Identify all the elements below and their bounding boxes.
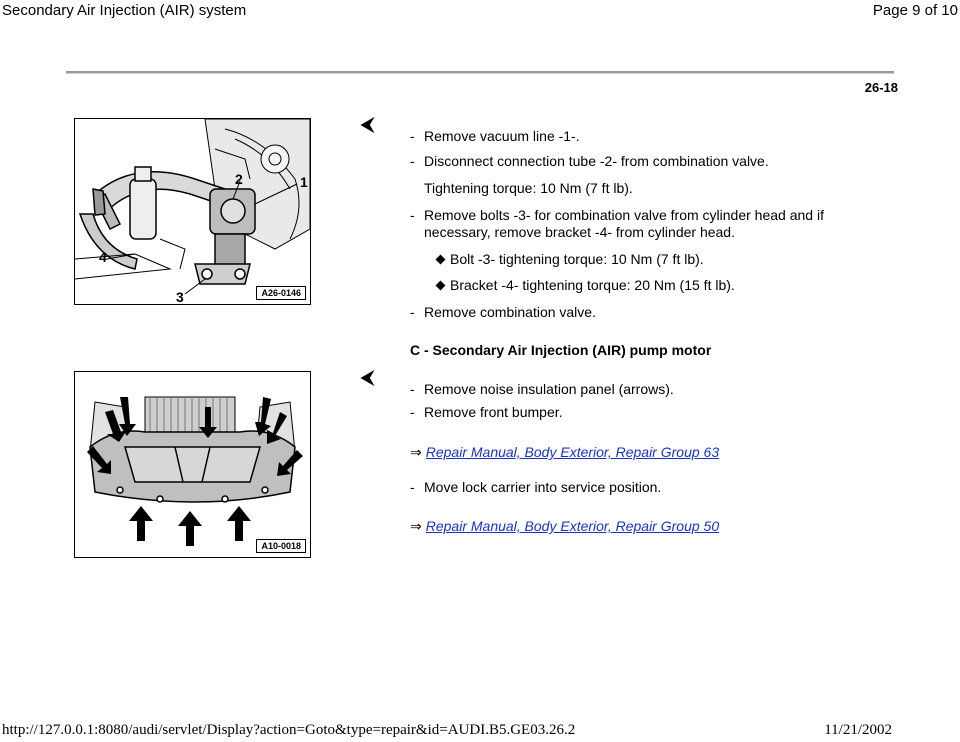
- link-repair-group-50[interactable]: Repair Manual, Body Exterior, Repair Group 50: [425, 518, 720, 534]
- step-dash: -: [410, 381, 415, 397]
- reference-arrow-icon: ⇒: [410, 518, 422, 534]
- torque-note: Tightening torque: 10 Nm (7 ft lb).: [424, 180, 633, 196]
- step-dash: -: [410, 128, 415, 144]
- reference-arrow-icon: ⇒: [410, 444, 422, 460]
- step-dash: -: [410, 404, 415, 420]
- step-dash: -: [410, 153, 415, 169]
- step-text: Remove bolts -3- for combination valve from cylinder head and if necessary, remove bracket -4- from cylinder head.: [424, 207, 824, 240]
- footer-date: 11/21/2002: [824, 722, 892, 738]
- back-arrow-icon: ⮜: [361, 367, 374, 387]
- page-indicator: Page 9 of 10: [872, 2, 958, 19]
- callout-1: 1: [300, 174, 308, 190]
- header-rule: [66, 71, 894, 74]
- combination-valve-illustration: [75, 119, 310, 304]
- sub-item-bracket-torque: [437, 277, 735, 293]
- step-dash: -: [410, 479, 415, 495]
- step-text: Move lock carrier into service position.: [424, 479, 662, 495]
- diamond-bullet-icon: [436, 255, 446, 265]
- link-row-group-50: [410, 518, 719, 536]
- section-title: C - Secondary Air Injection (AIR) pump motor: [410, 342, 712, 358]
- sub-item-text: Bracket -4- tightening torque: 20 Nm (15 ft lb).: [450, 277, 735, 293]
- callout-4: 4: [99, 249, 107, 265]
- noise-insulation-figure: [74, 371, 311, 558]
- sub-item-text: Bolt -3- tightening torque: 10 Nm (7 ft lb).: [450, 251, 704, 267]
- link-repair-group-63[interactable]: Repair Manual, Body Exterior, Repair Group 63: [425, 444, 720, 460]
- sub-item-bolt-torque: [437, 251, 704, 267]
- callout-3: 3: [176, 289, 184, 305]
- callout-2: 2: [235, 171, 243, 187]
- diamond-bullet-icon: [436, 281, 446, 291]
- noise-insulation-illustration: [75, 372, 310, 557]
- step-text: Remove vacuum line -1-.: [424, 128, 580, 144]
- step-text: Remove combination valve.: [424, 304, 596, 320]
- back-arrow-icon: ⮜: [361, 114, 374, 134]
- footer-url: http://127.0.0.1:8080/audi/servlet/Display?action=Goto&type=repair&id=AUDI.B5.GE03.26.2: [2, 722, 576, 738]
- page-number: 26-18: [864, 80, 898, 95]
- step-text: Remove front bumper.: [424, 404, 563, 420]
- document-title: Secondary Air Injection (AIR) system: [2, 2, 247, 19]
- step-dash: -: [410, 304, 415, 320]
- step-text: Disconnect connection tube -2- from combination valve.: [424, 153, 769, 169]
- combination-valve-figure: [74, 118, 311, 305]
- link-row-group-63: [410, 444, 719, 462]
- figure-code: A26-0146: [256, 286, 306, 300]
- step-dash: -: [410, 207, 415, 223]
- step-text: Remove noise insulation panel (arrows).: [424, 381, 674, 397]
- figure-code: A10-0018: [256, 539, 306, 553]
